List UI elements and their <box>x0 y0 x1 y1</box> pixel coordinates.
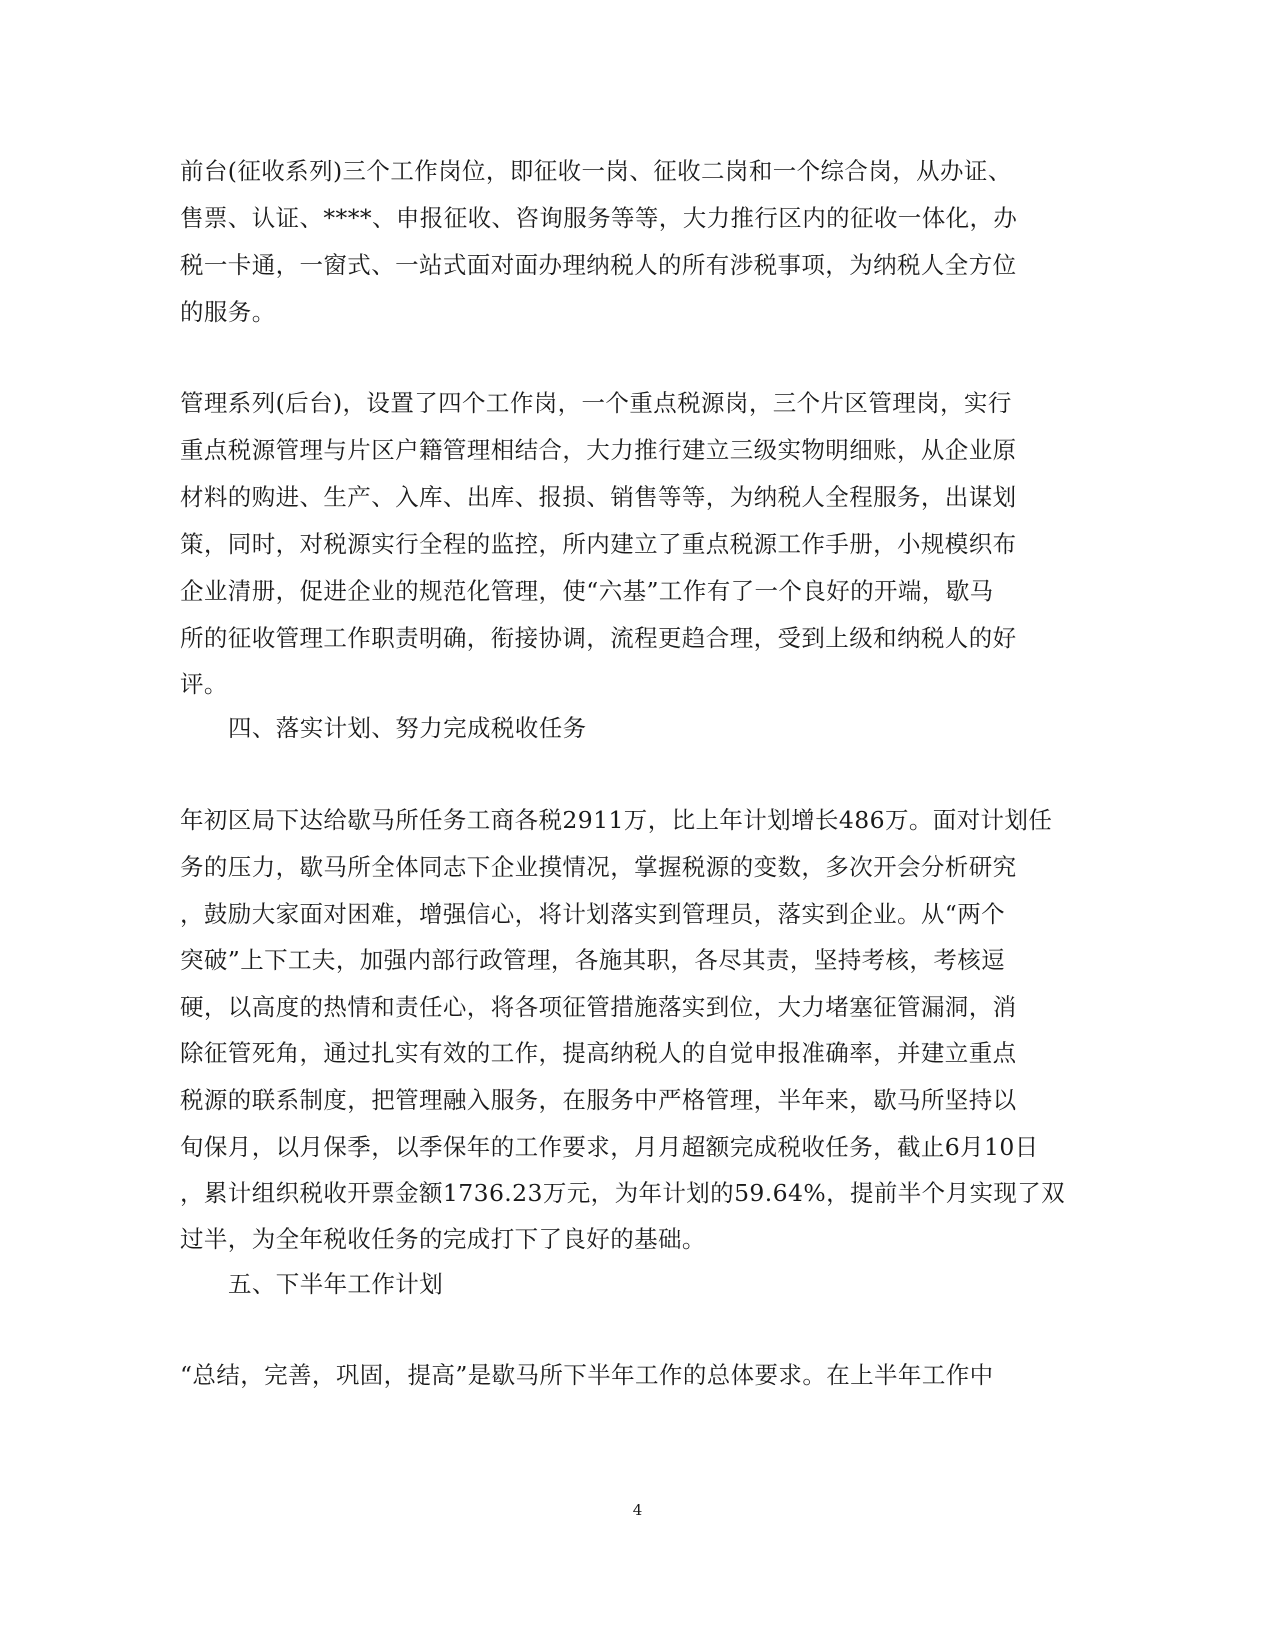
paragraph-3-line-10: 过半，为全年税收任务的完成打下了良好的基础。 <box>180 1225 706 1253</box>
paragraph-3-line-5: 硬，以高度的热情和责任心，将各项征管措施落实到位，大力堵塞征管漏洞，消 <box>180 993 1017 1021</box>
paragraph-2-line-4: 策，同时，对税源实行全程的监控，所内建立了重点税源工作手册，小规模织布 <box>180 530 1017 558</box>
paragraph-1-line-1: 前台(征收系列)三个工作岗位，即征收一岗、征收二岗和一个综合岗，从办证、 <box>180 157 1012 185</box>
paragraph-4-line-1: “总结，完善，巩固，提高”是歇马所下半年工作的总体要求。在上半年工作中 <box>180 1361 994 1389</box>
paragraph-1-line-2: 售票、认证、****、申报征收、咨询服务等等，大力推行区内的征收一体化，办 <box>180 204 1018 232</box>
paragraph-2-line-5: 企业清册，促进企业的规范化管理，使“六基”工作有了一个良好的开端，歇马 <box>180 577 994 605</box>
paragraph-3-line-3: ，鼓励大家面对困难，增强信心，将计划落实到管理员，落实到企业。从“两个 <box>180 900 1006 928</box>
paragraph-1-line-4: 的服务。 <box>180 298 276 326</box>
paragraph-3-line-1: 年初区局下达给歇马所任务工商各税2911万，比上年计划增长486万。面对计划任 <box>180 806 1053 834</box>
paragraph-3-line-8: 旬保月，以月保季，以季保年的工作要求，月月超额完成税收任务，截止6月10日 <box>180 1133 1039 1161</box>
paragraph-2-line-7: 评。 <box>180 670 228 698</box>
paragraph-3-line-9: ，累计组织税收开票金额1736.23万元，为年计划的59.64%，提前半个月实现了双 <box>180 1179 1066 1207</box>
paragraph-3-line-7: 税源的联系制度，把管理融入服务，在服务中严格管理，半年来，歇马所坚持以 <box>180 1086 1017 1114</box>
section-heading-5: 五、下半年工作计划 <box>228 1270 444 1298</box>
page-number: 4 <box>632 1501 643 1519</box>
paragraph-1-line-3: 税一卡通，一窗式、一站式面对面办理纳税人的所有涉税事项，为纳税人全方位 <box>180 251 1017 279</box>
paragraph-2-line-3: 材料的购进、生产、入库、出库、报损、销售等等，为纳税人全程服务，出谋划 <box>180 483 1017 511</box>
paragraph-2-line-2: 重点税源管理与片区户籍管理相结合，大力推行建立三级实物明细账，从企业原 <box>180 436 1017 464</box>
paragraph-2-line-6: 所的征收管理工作职责明确，衔接协调，流程更趋合理，受到上级和纳税人的好 <box>180 624 1017 652</box>
paragraph-3-line-2: 务的压力，歇马所全体同志下企业摸情况，掌握税源的变数，多次开会分析研究 <box>180 853 1017 881</box>
section-heading-4: 四、落实计划、努力完成税收任务 <box>228 714 587 742</box>
paragraph-3-line-4: 突破”上下工夫，加强内部行政管理，各施其职，各尽其责，坚持考核，考核逗 <box>180 946 1006 974</box>
paragraph-3-line-6: 除征管死角，通过扎实有效的工作，提高纳税人的自觉申报准确率，并建立重点 <box>180 1039 1017 1067</box>
paragraph-2-line-1: 管理系列(后台)，设置了四个工作岗，一个重点税源岗，三个片区管理岗，实行 <box>180 389 1012 417</box>
